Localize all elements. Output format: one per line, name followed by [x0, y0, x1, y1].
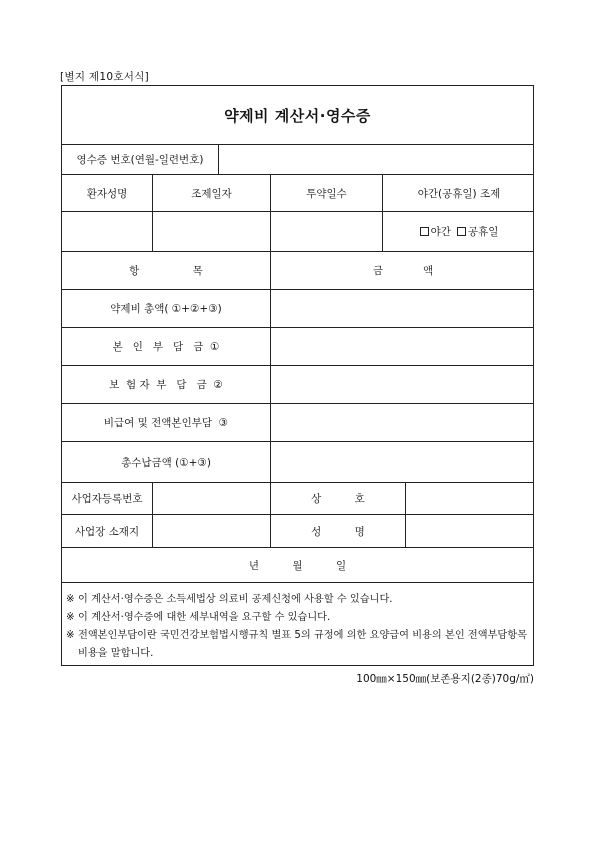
item-amount-field[interactable]	[270, 404, 535, 441]
patient-name-field[interactable]	[62, 212, 152, 251]
item-label: 비급여 및 전액본인부담 ③	[103, 417, 229, 429]
business-row	[62, 482, 533, 514]
receipt-number-field[interactable]	[218, 145, 535, 174]
address-row	[62, 514, 533, 547]
notes-section	[62, 582, 533, 663]
business-reg-field[interactable]	[152, 483, 270, 514]
form-code: [별지 제10호서식]	[60, 71, 150, 83]
patient-header-row	[62, 174, 533, 211]
item-header: 항 목	[129, 265, 203, 277]
patient-value-row	[62, 211, 533, 251]
night-holiday-header: 야간(공휴일) 조제	[382, 175, 535, 211]
trade-name-field[interactable]	[405, 483, 535, 514]
item-row	[62, 289, 533, 327]
note-item	[66, 591, 529, 609]
night-checkbox[interactable]	[420, 227, 429, 236]
night-holiday-options	[382, 212, 535, 251]
note-item	[66, 609, 529, 627]
date-row	[62, 547, 533, 582]
item-label: 본 인 부 담 금 ①	[112, 341, 220, 353]
note-item	[66, 627, 529, 663]
note-text: 이 계산서·영수증에 대한 세부내역을 요구할 수 있습니다.	[78, 612, 331, 623]
item-amount-field[interactable]	[270, 290, 535, 327]
trade-name-label: 상 호	[270, 483, 405, 514]
item-label: 보 험 자 부 담 금 ②	[109, 379, 223, 391]
note-text: 전액본인부담이란 국민건강보험법시행규칙 별표 5의 규정에 의한 요양급여 비용의 본인 전액부담항목 비용을 말합니다.	[78, 630, 527, 659]
holiday-option-label: 공휴일	[467, 226, 499, 238]
note-mark: ※	[66, 594, 75, 605]
night-option-label: 야간	[430, 226, 451, 238]
dosage-days-field[interactable]	[270, 212, 382, 251]
note-mark: ※	[66, 612, 75, 623]
note-text: 이 계산서·영수증은 소득세법상 의료비 공제신청에 사용할 수 있습니다.	[78, 594, 393, 605]
item-label: 약제비 총액( ①+②+③)	[110, 303, 222, 315]
item-amount-field[interactable]	[270, 442, 535, 482]
dispense-date-header: 조제일자	[152, 175, 270, 211]
receipt-form	[61, 85, 534, 666]
holiday-checkbox[interactable]	[457, 227, 466, 236]
receipt-number-label: 영수증 번호(연월-일련번호)	[76, 154, 204, 166]
amount-header: 금 액	[270, 252, 535, 289]
item-amount-field[interactable]	[270, 328, 535, 365]
item-row	[62, 403, 533, 441]
address-label: 사업장 소재지	[74, 525, 140, 538]
address-field[interactable]	[152, 515, 270, 547]
name-label: 성 명	[270, 515, 405, 547]
item-amount-field[interactable]	[270, 366, 535, 403]
dosage-days-header: 투약일수	[270, 175, 382, 211]
paper-spec: 100㎜×150㎜(보존용지(2종)70g/㎡)	[356, 673, 534, 685]
item-label: 총수납금액 (①+③)	[121, 456, 211, 469]
item-row	[62, 365, 533, 403]
item-row	[62, 327, 533, 365]
form-title: 약제비 계산서·영수증	[224, 106, 371, 125]
business-reg-label: 사업자등록번호	[71, 493, 143, 505]
note-mark: ※	[66, 630, 75, 641]
item-header-row	[62, 251, 533, 289]
title-row	[62, 86, 533, 144]
date-line: 년 월 일	[248, 559, 347, 572]
item-row	[62, 441, 533, 482]
patient-name-header: 환자성명	[86, 187, 128, 200]
name-field[interactable]	[405, 515, 535, 547]
receipt-number-row	[62, 144, 533, 174]
dispense-date-field[interactable]	[152, 212, 270, 251]
